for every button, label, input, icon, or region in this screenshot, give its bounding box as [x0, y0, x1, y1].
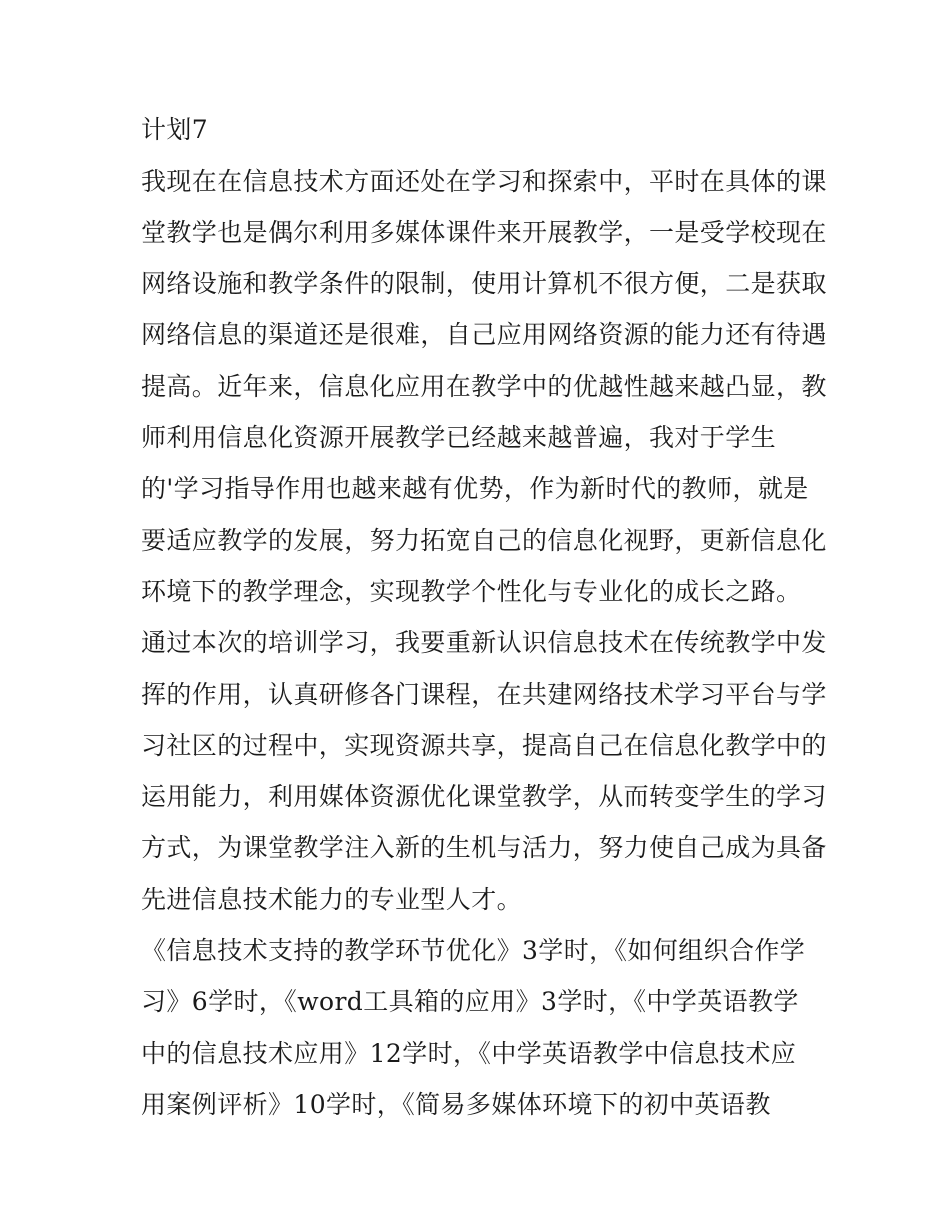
text-line: 中的信息技术应用》12学时，《中学英语教学中信息技术应: [141, 1039, 797, 1068]
text-line: 堂教学也是偶尔利用多媒体课件来开展教学，一是受学校现在: [141, 218, 827, 247]
text-line: 师利用信息化资源开展教学已经越来越普遍，我对于学生: [141, 423, 777, 452]
text-line: 网络信息的渠道还是很难，自己应用网络资源的能力还有待遇: [141, 320, 827, 349]
text-line: 通过本次的培训学习，我要重新认识信息技术在传统教学中发: [141, 628, 827, 657]
text-line: 先进信息技术能力的专业型人才。: [141, 885, 523, 914]
text-line: 《信息技术支持的教学环节优化》3学时，《如何组织合作学: [141, 936, 806, 965]
text-line: 提高。近年来，信息化应用在教学中的优越性越来越凸显，教: [141, 372, 827, 401]
text-line: 挥的作用，认真研修各门课程，在共建网络技术学习平台与学: [141, 680, 827, 709]
text-line: 方式，为课堂教学注入新的生机与活力，努力使自己成为具备: [141, 833, 827, 862]
text-line: 用案例评析》10学时，《简易多媒体环境下的初中英语教: [141, 1090, 771, 1119]
text-line: 我现在在信息技术方面还处在学习和探索中，平时在具体的课: [141, 167, 827, 196]
text-line: 网络设施和教学条件的限制，使用计算机不很方便，二是获取: [141, 269, 827, 298]
text-line: 要适应教学的发展，努力拓宽自己的信息化视野，更新信息化: [141, 526, 827, 555]
text-line: 习社区的过程中，实现资源共享，提高自己在信息化教学中的: [141, 731, 827, 760]
text-line: 的'学习指导作用也越来越有优势，作为新时代的教师，就是: [141, 474, 809, 503]
document-title: 计划7: [141, 115, 209, 144]
text-line: 运用能力，利用媒体资源优化课堂教学，从而转变学生的学习: [141, 782, 827, 811]
text-line: 环境下的教学理念，实现教学个性化与专业化的成长之路。: [141, 577, 802, 606]
text-line: 习》6学时，《word工具箱的应用》3学时，《中学英语教学: [141, 987, 799, 1016]
